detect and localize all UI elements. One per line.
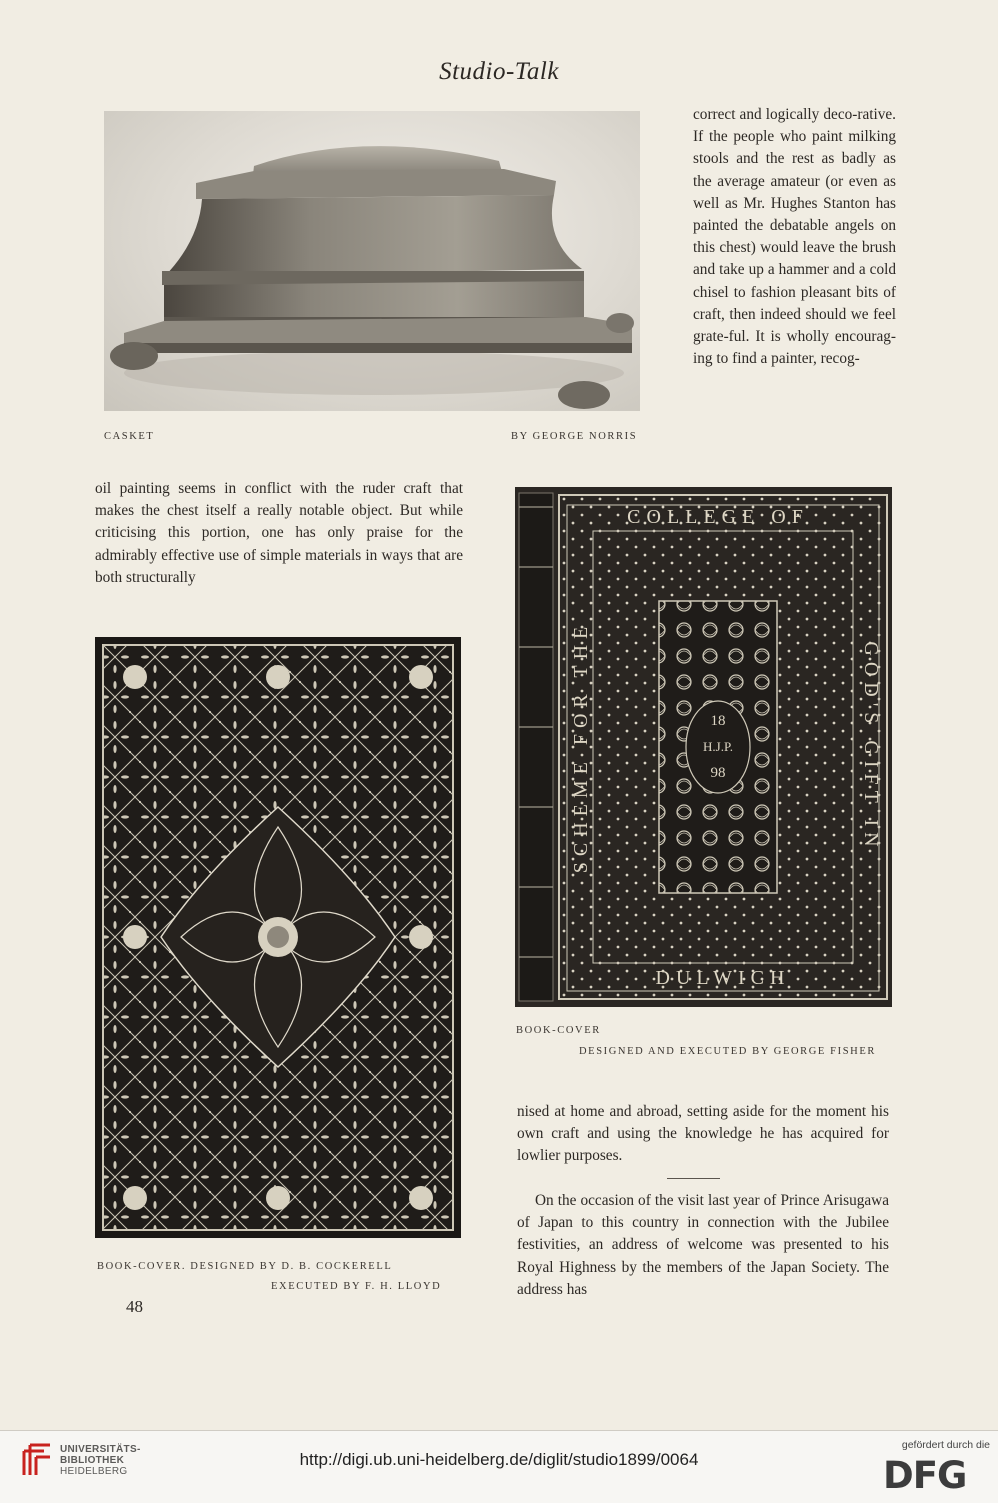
casket-caption-title: CASKET: [104, 431, 155, 442]
casket-caption-credit: BY GEORGE NORRIS: [511, 431, 638, 442]
paragraph-right-top: correct and logically deco-rative. If the people who paint milking stools and the rest as badly as the average amateur (or even as well as Mr. Hughes Stanton has painted the debatable angels on this chest) would leave the brush and take up a hammer and a cold chisel to fashion pleasant bits of craft, then indeed should we feel grate-ful. It is wholly encourag-ing to find a painter, recog-: [693, 106, 896, 368]
fisher-cover-bottom-text: DULWICH: [655, 967, 791, 989]
page-number: 48: [126, 1297, 143, 1316]
dfg-logo: DFG: [883, 1454, 967, 1497]
library-name-line2: BIBLIOTHEK: [60, 1455, 125, 1466]
fisher-cover-right-text: GOD'S GIFT IN: [860, 641, 882, 853]
cockerell-book-cover: [95, 637, 461, 1238]
library-name-line1: UNIVERSITÄTS-: [60, 1444, 141, 1455]
paragraph-left-mid: oil painting seems in conflict with the ruder craft that makes the chest itself a really notable object. But while criticising this portion, one has only praise for the admirably effective use of simple materials in ways that are both structurally: [95, 480, 463, 586]
digitization-url-link[interactable]: http://digi.ub.uni-heidelberg.de/diglit/studio1899/0064: [299, 1450, 699, 1469]
fisher-cover-top-text: COLLEGE OF: [627, 506, 809, 528]
library-name-line3: HEIDELBERG: [60, 1466, 128, 1477]
fisher-caption-title: BOOK-COVER: [516, 1025, 601, 1036]
fisher-cover-initials: H.J.P.: [703, 739, 733, 754]
cockerell-caption-credit: EXECUTED BY F. H. LLOYD: [271, 1281, 442, 1292]
cockerell-cover-illustration: [95, 637, 461, 1238]
fisher-cover-left-text: SCHEME FOR THE: [570, 620, 592, 874]
funded-by-label: gefördert durch die: [901, 1439, 990, 1451]
section-divider: [667, 1178, 720, 1179]
fisher-cover-year-bottom: 98: [710, 765, 726, 781]
paragraph-right-bottom-2: On the occasion of the visit last year of Prince Arisugawa of Japan to this country in connection with the Jubilee festivities, an address of welcome was presented to his Royal Highness by the members of the Japan Society. The address has: [517, 1192, 889, 1298]
fisher-cover-illustration: [515, 487, 892, 1007]
running-header: Studio-Talk: [439, 58, 559, 85]
cockerell-caption-title: BOOK-COVER. DESIGNED BY D. B. COCKERELL: [97, 1261, 393, 1272]
fisher-book-cover: [515, 487, 892, 1007]
casket-illustration: [104, 111, 640, 411]
casket-photo: [104, 111, 640, 411]
fisher-cover-year-top: 18: [710, 713, 726, 729]
paragraph-right-bottom-1: nised at home and abroad, setting aside for the moment his own craft and using the knowledge he has acquired for lowlier purposes.: [517, 1103, 889, 1165]
fisher-caption-credit: DESIGNED AND EXECUTED BY GEORGE FISHER: [579, 1046, 876, 1057]
